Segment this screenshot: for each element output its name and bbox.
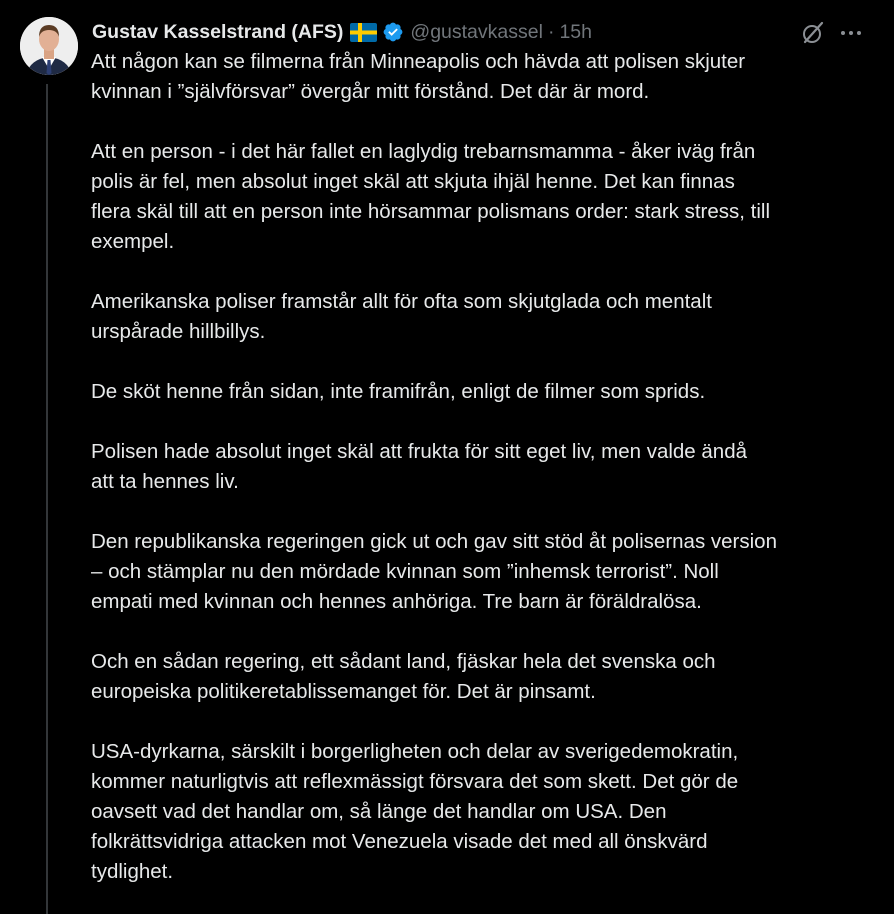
more-options-icon[interactable] [836, 20, 866, 46]
text-line: urspårade hillbillys. [91, 320, 266, 343]
text-line: tydlighet. [91, 860, 174, 883]
text-line: exempel. [91, 230, 175, 253]
text-line: Att någon kan se filmerna från Minneapolis och hävda att polisen skjuter [91, 50, 746, 73]
text-line: folkrättsvidriga attacken mot Venezuela visade det med all önskvärd [91, 830, 708, 853]
text-line: kommer naturligtvis att reflexmässigt försvara det som skett. Det gör de [91, 770, 739, 793]
text-line: Den republikanska regeringen gick ut och gav sitt stöd åt polisernas version [91, 530, 777, 553]
text-line: polis är fel, men absolut inget skäl att skjuta ihjäl henne. Det kan finnas [91, 170, 735, 193]
tweet-paragraph-3 [91, 287, 881, 347]
text-line: europeiska politikeretablissemanget för. Det är pinsamt. [91, 680, 596, 703]
tweet-paragraph-5 [91, 437, 881, 497]
author-handle[interactable]: @gustavkassel [410, 20, 543, 43]
tweet-paragraph-7 [91, 647, 881, 707]
tweet-paragraph-8 [91, 737, 881, 887]
verified-badge-icon[interactable] [382, 21, 404, 43]
thread-connector-line [46, 84, 48, 914]
author-name[interactable]: Gustav Kasselstrand (AFS) [92, 20, 344, 43]
text-line: Polisen hade absolut inget skäl att frukta för sitt eget liv, men valde ändå [91, 440, 747, 463]
author-avatar[interactable] [20, 17, 78, 75]
sweden-flag-icon [350, 23, 377, 42]
text-line: att ta hennes liv. [91, 470, 239, 493]
text-line: – och stämplar nu den mördade kvinnan som ”inhemsk terrorist”. Noll [91, 560, 719, 583]
text-line: De sköt henne från sidan, inte framifrån, enligt de filmer som sprids. [91, 380, 706, 403]
tweet-paragraph-4 [91, 377, 881, 407]
tweet-timestamp[interactable]: 15h [559, 20, 592, 43]
grok-icon[interactable] [800, 20, 826, 46]
tweet-paragraph-2 [91, 137, 881, 257]
tweet-header [92, 18, 592, 46]
text-line: USA-dyrkarna, särskilt i borgerligheten och delar av sverigedemokratin, [91, 740, 739, 763]
text-line: empati med kvinnan och hennes anhöriga. Tre barn är föräldralösa. [91, 590, 702, 613]
tweet-paragraph-1 [91, 47, 881, 107]
tweet-paragraph-6 [91, 527, 881, 617]
text-line: Och en sådan regering, ett sådant land, fjäskar hela det svenska och [91, 650, 716, 673]
text-line: kvinnan i ”självförsvar” övergår mitt förstånd. Det där är mord. [91, 80, 650, 103]
text-line: Att en person - i det här fallet en laglydig trebarnsmamma - åker iväg från [91, 140, 756, 163]
header-separator: · [547, 20, 555, 43]
tweet-text [91, 47, 881, 887]
text-line: flera skäl till att en person inte hörsammar polismans order: stark stress, till [91, 200, 771, 223]
text-line: Amerikanska poliser framstår allt för ofta som skjutglada och mentalt [91, 290, 712, 313]
text-line: oavsett vad det handlar om, så länge det handlar om USA. Den [91, 800, 667, 823]
